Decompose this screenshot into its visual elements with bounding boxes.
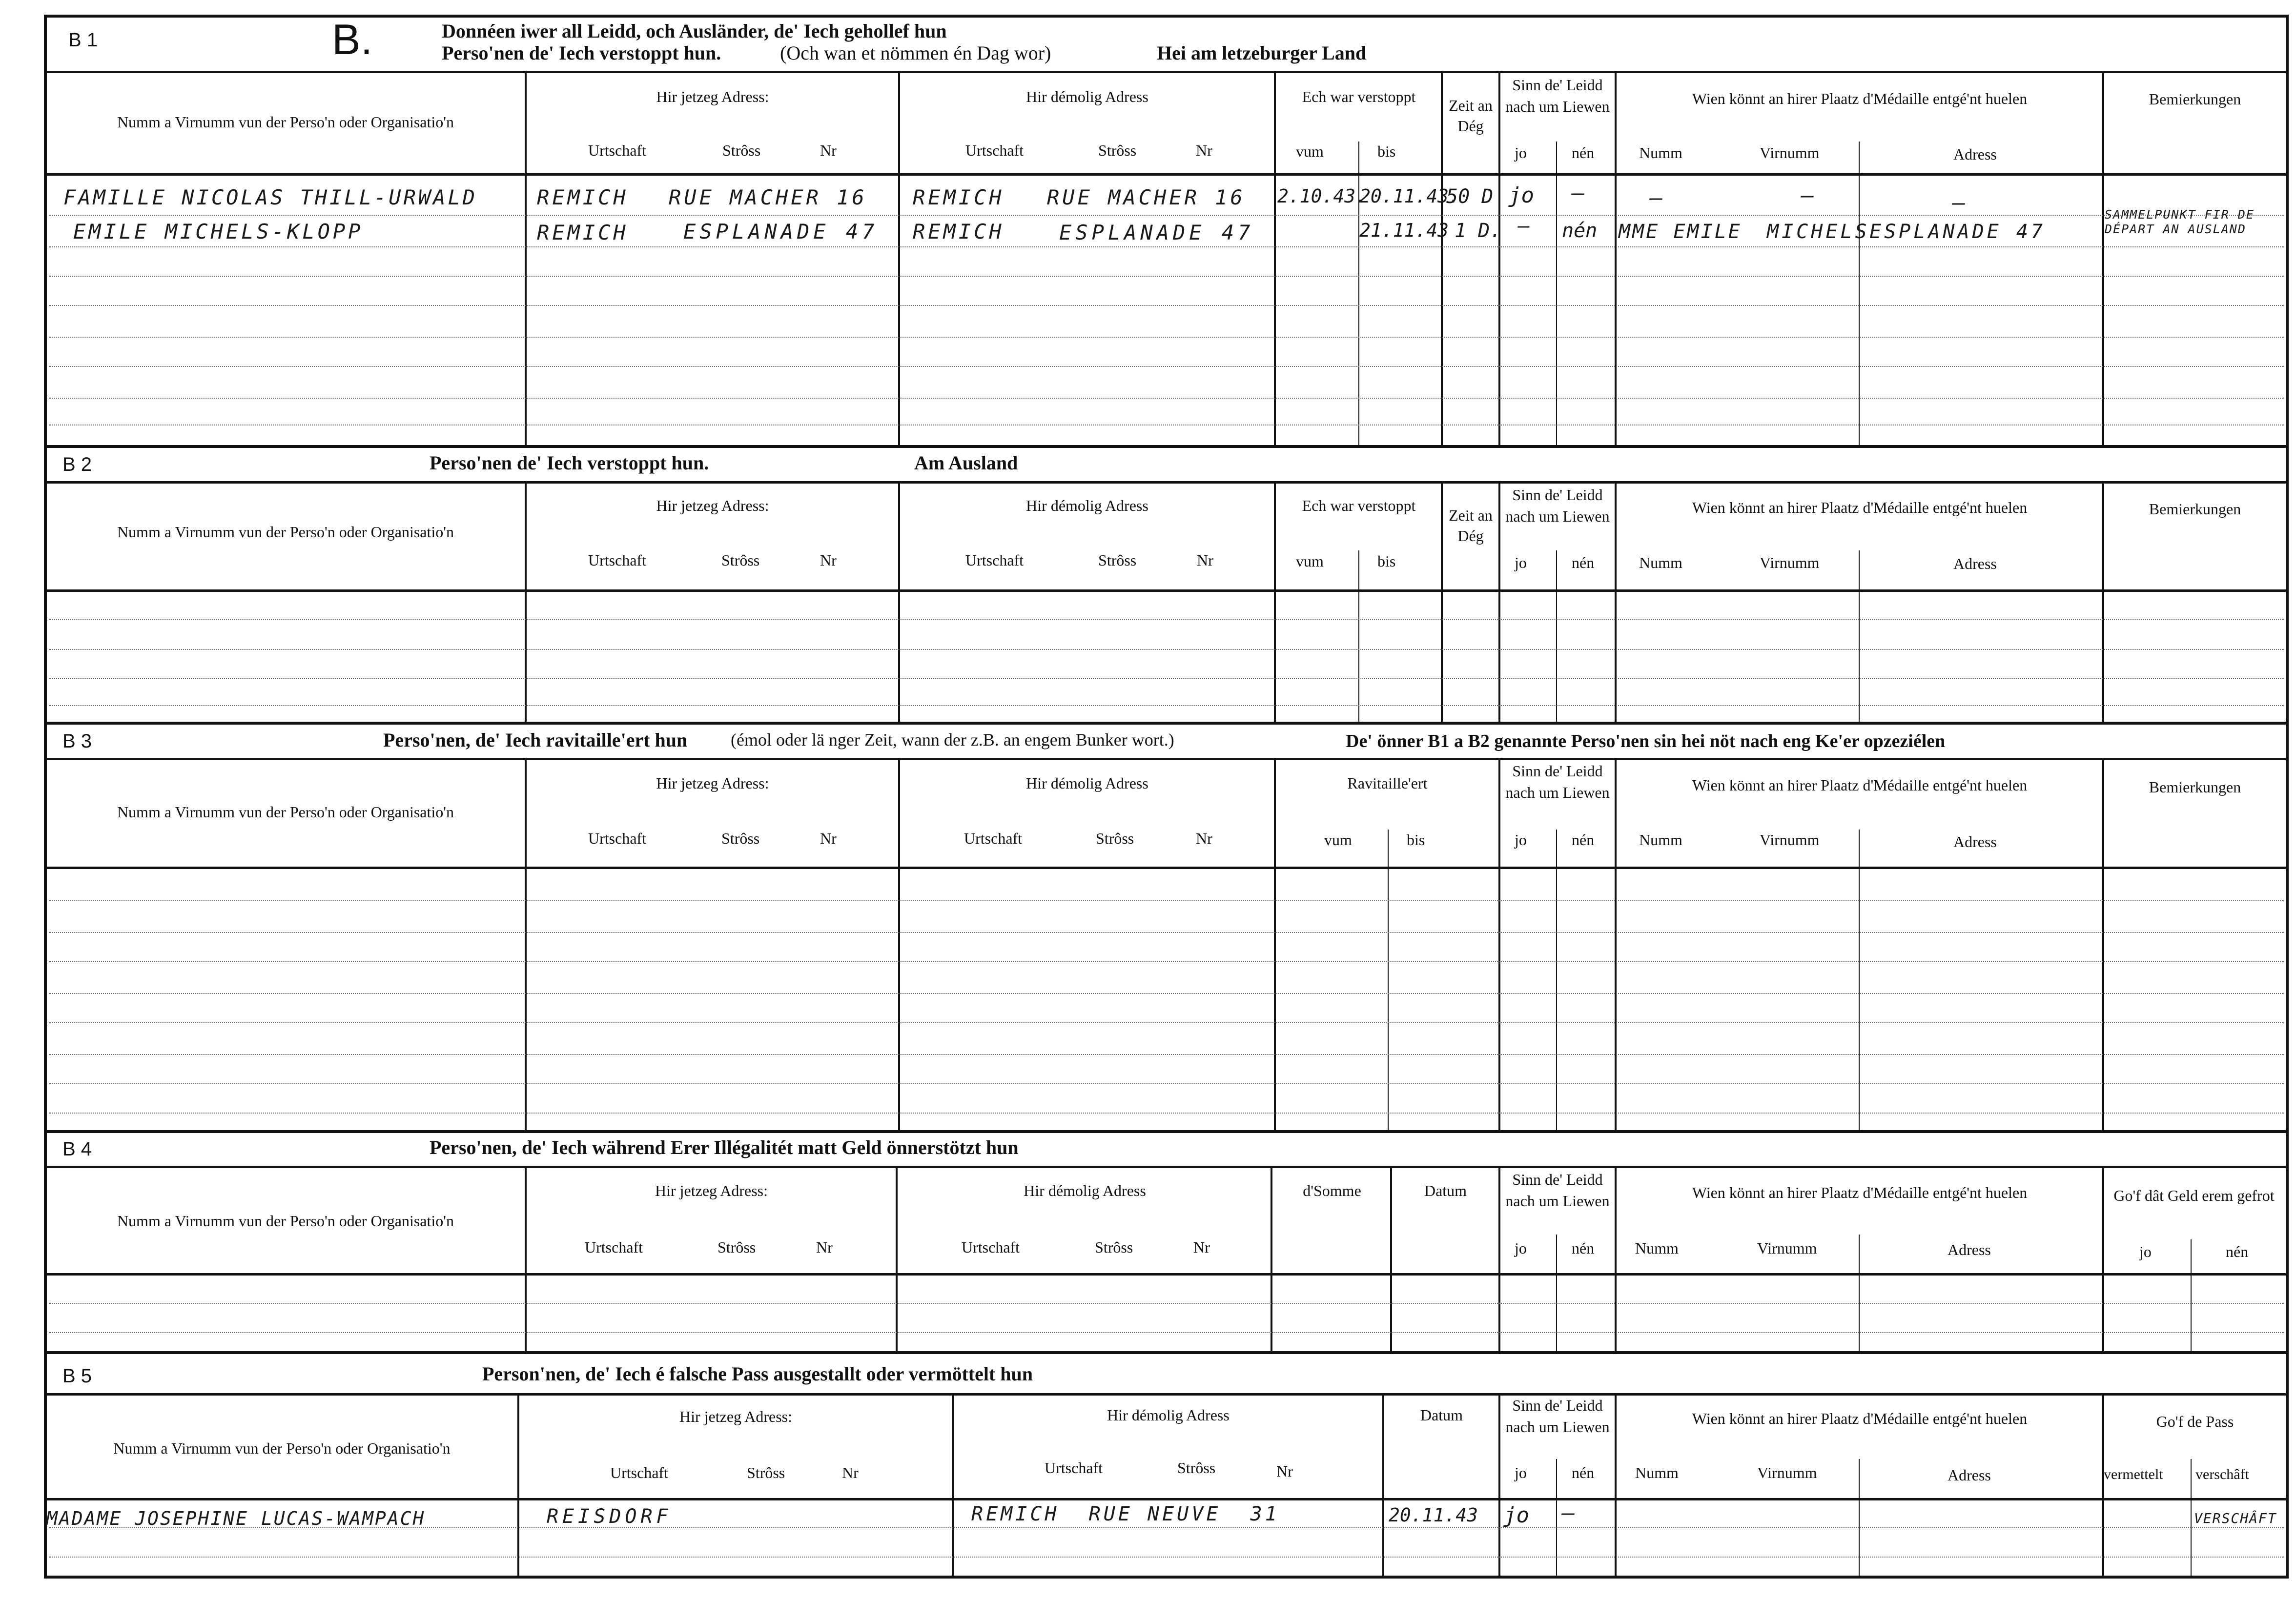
b3-jo: jo: [1515, 831, 1527, 849]
b1-row2-old-ort: REMICH: [913, 220, 1004, 243]
b1-stross: Strôss: [722, 142, 761, 159]
b4-title: Perso'nen, de' Iech während Erer Illégalitét matt Geld önnerstötzt hun: [430, 1136, 1019, 1158]
b4-adress: Adress: [1948, 1241, 1991, 1258]
b2-old-urtschaft: Urtschaft: [965, 551, 1024, 569]
b1-row2-medal-adress: ESPLANADE 47: [1869, 221, 2046, 243]
b1-row1-nen: —: [1572, 181, 1585, 205]
b3-col-former: Hir démolig Adress: [1026, 774, 1148, 792]
b3-adress: Adress: [1953, 833, 1997, 851]
b5-col-name: Numm a Virnumm vun der Perso'n oder Organisatio'n: [113, 1439, 451, 1457]
b3-title: Perso'nen, de' Iech ravitaille'ert hun: [383, 729, 688, 751]
b3-title-instruction: De' önner B1 a B2 genannte Perso'nen sin hei nöt nach eng Ke'er opzeziélen: [1346, 731, 1946, 751]
b5-verschaft: verschâft: [2195, 1466, 2249, 1482]
b1-col-former: Hir démolig Adress: [1026, 88, 1148, 105]
b1-row2-old-str: ESPLANADE 47: [1059, 221, 1254, 244]
b2-numm: Numm: [1639, 554, 1682, 571]
b2-nr: Nr: [820, 551, 837, 569]
b5-numm: Numm: [1635, 1464, 1679, 1481]
b1-row1-remarks: SAMMELPUNKT FIR DE DÉPART AN AUSLAND: [2105, 207, 2255, 236]
b1-urtschaft: Urtschaft: [588, 142, 647, 159]
b5-old-nr: Nr: [1276, 1462, 1293, 1480]
b1-row2-cur-str: ESPLANADE 47: [683, 220, 879, 243]
b2-col-alive: Sinn de' Leidd nach um Liewen: [1505, 486, 1610, 525]
b1-row1-zeit: 50 D: [1446, 185, 1494, 208]
b1-row1-jo: jo: [1508, 183, 1534, 208]
section-label-b1: B 1: [68, 29, 98, 51]
b1-title-line2: Perso'nen de' Iech verstoppt hun.: [442, 42, 721, 64]
b5-row1-cur-ort: REISDORF: [547, 1505, 672, 1528]
b5-old-stross: Strôss: [1177, 1459, 1216, 1477]
b3-title-note: (émol oder lä nger Zeit, wann der z.B. an engem Bunker wort.): [731, 730, 1174, 749]
b4-stross: Strôss: [718, 1238, 756, 1256]
b3-col-remarks: Bemierkungen: [2149, 778, 2241, 796]
b5-col-datum: Datum: [1420, 1406, 1463, 1424]
section-label-b3: B 3: [62, 730, 92, 752]
b5-col-former: Hir démolig Adress: [1107, 1406, 1230, 1424]
b5-row1-nen: —: [1562, 1500, 1575, 1525]
b3-bis: bis: [1407, 831, 1425, 849]
b5-col-alive: Sinn de' Leidd nach um Liewen: [1505, 1397, 1610, 1436]
b4-col-money: Go'f dât Geld erem gefrot: [2113, 1187, 2275, 1204]
b4-col-somme: d'Somme: [1303, 1182, 1361, 1199]
b5-row1-name: MADAME JOSEPHINE LUCAS-WAMPACH: [46, 1508, 426, 1529]
b1-row2-medal-numm: MME EMILE: [1619, 221, 1742, 243]
b2-urtschaft: Urtschaft: [588, 551, 647, 569]
b3-old-urtschaft: Urtschaft: [964, 830, 1023, 847]
b1-numm: Numm: [1639, 144, 1682, 162]
b2-nen: nén: [1572, 554, 1595, 571]
b1-row2-jo: —: [1518, 215, 1530, 237]
b4-money-nen: nén: [2226, 1243, 2249, 1260]
b1-row1-medal-numm: —: [1650, 185, 1663, 210]
b1-row2-name: EMILE MICHELS-KLOPP: [73, 220, 364, 243]
b5-old-urtschaft: Urtschaft: [1045, 1459, 1103, 1477]
b4-col-medal: Wien könnt an hirer Plaatz d'Médaille entgé'nt huelen: [1692, 1184, 2028, 1201]
b1-row1-vum: 2.10.43.: [1277, 185, 1367, 207]
b1-vum: vum: [1296, 142, 1324, 160]
b3-col-ravit: Ravitaille'ert: [1347, 774, 1428, 792]
b5-row1-old-address: REMICH RUE NEUVE 31: [971, 1503, 1280, 1525]
b3-col-medal: Wien könnt an hirer Plaatz d'Médaille entgé'nt huelen: [1692, 776, 2028, 794]
b1-title-note: (Och wan et nömmen én Dag wor): [780, 42, 1051, 64]
b1-title-line1: Donnéen iwer all Leidd, och Ausländer, de' Iech gehollef hun: [442, 20, 947, 42]
b4-nr: Nr: [816, 1238, 833, 1256]
b5-row1-verschaft: VERSCHÂFT: [2194, 1510, 2277, 1526]
b1-row1-cur-ort: REMICH: [537, 185, 629, 209]
b3-nen: nén: [1572, 831, 1595, 849]
b1-col-remarks: Bemierkungen: [2149, 90, 2241, 108]
b1-row1-old-ort: REMICH: [913, 185, 1004, 209]
b2-vum: vum: [1296, 552, 1324, 570]
b2-col-former: Hir démolig Adress: [1026, 497, 1148, 514]
section-label-b2: B 2: [62, 454, 92, 475]
b3-vum: vum: [1324, 831, 1352, 849]
b1-row1-old-str: RUE MACHER 16: [1047, 185, 1246, 209]
b1-nr: Nr: [820, 142, 837, 159]
b1-row2-bis: 21.11.43: [1359, 220, 1449, 241]
b3-old-nr: Nr: [1196, 830, 1212, 847]
b1-row1-medal-adress: —: [1952, 190, 1966, 215]
b2-adress: Adress: [1953, 555, 1997, 572]
form-letter: B.: [332, 15, 373, 63]
b3-col-current: Hir jetzeg Adress:: [656, 774, 769, 792]
b1-row1-medal-virnumm: —: [1801, 183, 1814, 208]
b3-urtschaft: Urtschaft: [588, 830, 647, 847]
b5-stross: Strôss: [747, 1464, 785, 1481]
b1-title-country: Hei am letzeburger Land: [1157, 42, 1367, 64]
b5-row1-datum: 20.11.43: [1389, 1504, 1478, 1526]
b1-old-urtschaft: Urtschaft: [965, 142, 1024, 159]
b4-nen: nén: [1572, 1239, 1595, 1257]
b3-col-alive: Sinn de' Leidd nach um Liewen: [1505, 762, 1610, 801]
b3-stross: Strôss: [721, 830, 760, 847]
b2-col-current: Hir jetzeg Adress:: [656, 497, 769, 514]
b5-col-pass: Go'f de Pass: [2156, 1413, 2234, 1430]
b2-old-nr: Nr: [1197, 551, 1213, 569]
b2-col-remarks: Bemierkungen: [2149, 500, 2241, 518]
b1-row2-nen: nén: [1562, 220, 1598, 242]
b1-row2-medal-virnumm: MICHELS: [1767, 221, 1870, 243]
b1-row1-bis: 20.11.43.: [1359, 185, 1460, 207]
b2-old-stross: Strôss: [1098, 551, 1137, 569]
b2-stross: Strôss: [721, 551, 760, 569]
b1-nen: nén: [1572, 144, 1595, 162]
b5-nr: Nr: [842, 1464, 859, 1481]
b1-jo: jo: [1515, 144, 1527, 162]
b2-col-zeit: Zeit an Dég: [1449, 506, 1493, 545]
b4-old-stross: Strôss: [1095, 1238, 1133, 1256]
b1-col-medal: Wien könnt an hirer Plaatz d'Médaille entgé'nt huelen: [1692, 90, 2028, 107]
b3-old-stross: Strôss: [1096, 830, 1134, 847]
b3-virnumm: Virnumm: [1760, 831, 1820, 849]
b1-row2-zeit: 1 D.: [1455, 220, 1502, 242]
b4-money-jo: jo: [2139, 1243, 2152, 1260]
b2-bis: bis: [1377, 552, 1396, 570]
b2-col-name: Numm a Virnumm vun der Perso'n oder Organisatio'n: [117, 523, 454, 541]
b4-virnumm: Virnumm: [1757, 1239, 1817, 1257]
b1-col-zeit: Zeit an Dég: [1449, 97, 1493, 135]
b2-col-medal: Wien könnt an hirer Plaatz d'Médaille entgé'nt huelen: [1692, 499, 2028, 516]
b3-col-name: Numm a Virnumm vun der Perso'n oder Organisatio'n: [117, 803, 454, 821]
b2-title: Perso'nen de' Iech verstoppt hun.: [430, 452, 709, 474]
b2-col-hidden: Ech war verstoppt: [1302, 497, 1416, 514]
b4-old-urtschaft: Urtschaft: [962, 1238, 1020, 1256]
b1-virnumm: Virnumm: [1760, 144, 1820, 162]
b1-col-alive: Sinn de' Leidd nach um Liewen: [1505, 76, 1610, 115]
b1-adress: Adress: [1953, 145, 1997, 163]
b1-old-nr: Nr: [1196, 142, 1212, 159]
b1-old-stross: Strôss: [1098, 142, 1137, 159]
b5-virnumm: Virnumm: [1757, 1464, 1817, 1481]
section-label-b5: B 5: [62, 1365, 92, 1387]
b1-bis: bis: [1377, 142, 1396, 160]
b5-row1-jo: jo: [1503, 1503, 1529, 1528]
b5-col-current: Hir jetzeg Adress:: [679, 1408, 793, 1425]
b5-urtschaft: Urtschaft: [610, 1464, 669, 1481]
b2-virnumm: Virnumm: [1760, 554, 1820, 571]
b5-adress: Adress: [1948, 1466, 1991, 1484]
b4-col-datum: Datum: [1424, 1182, 1467, 1199]
b4-urtschaft: Urtschaft: [585, 1238, 643, 1256]
b1-row2-cur-ort: REMICH: [537, 221, 629, 244]
b5-vermettelt: vermettelt: [2104, 1466, 2163, 1482]
b1-row1-name: FAMILLE NICOLAS THILL-URWALD: [63, 185, 478, 209]
b2-jo: jo: [1515, 554, 1527, 571]
b4-jo: jo: [1515, 1239, 1527, 1257]
b3-numm: Numm: [1639, 831, 1682, 849]
b5-title: Person'nen, de' Iech é falsche Pass ausgestallt oder vermöttelt hun: [482, 1363, 1033, 1385]
b5-jo: jo: [1515, 1464, 1527, 1481]
b3-nr: Nr: [820, 830, 837, 847]
b1-row1-cur-str: RUE MACHER 16: [669, 185, 867, 209]
b1-col-hidden: Ech war verstoppt: [1302, 88, 1416, 105]
b4-numm: Numm: [1635, 1239, 1679, 1257]
b2-title-abroad: Am Ausland: [914, 452, 1018, 474]
b5-nen: nén: [1572, 1464, 1595, 1481]
b4-old-nr: Nr: [1193, 1238, 1210, 1256]
b1-col-name: Numm a Virnumm vun der Perso'n oder Organisatio'n: [117, 113, 454, 131]
b4-col-former: Hir démolig Adress: [1024, 1182, 1146, 1199]
b4-col-alive: Sinn de' Leidd nach um Liewen: [1505, 1171, 1610, 1210]
b5-col-medal: Wien könnt an hirer Plaatz d'Médaille entgé'nt huelen: [1692, 1410, 2028, 1427]
b4-col-current: Hir jetzeg Adress:: [655, 1182, 768, 1199]
b4-col-name: Numm a Virnumm vun der Perso'n oder Organisatio'n: [117, 1212, 454, 1230]
section-label-b4: B 4: [62, 1138, 92, 1160]
b1-col-current: Hir jetzeg Adress:: [656, 88, 769, 105]
